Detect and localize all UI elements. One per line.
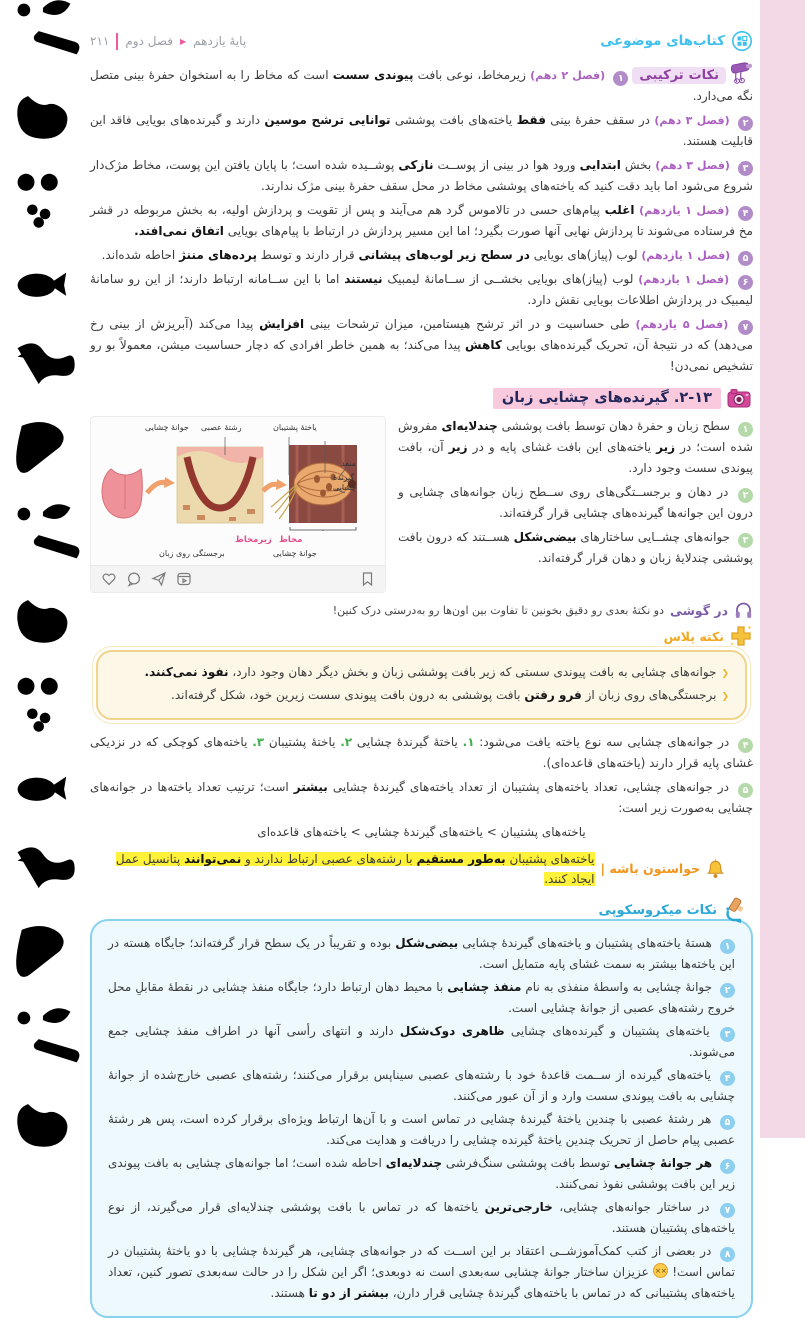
note-item [90,314,753,377]
header [90,30,753,52]
note-bullet: ۳ [720,1027,735,1042]
note-item [108,1197,735,1239]
note-text: جوانهٔ چشایی به واسطهٔ منفذی به نام منفذ چشایی با محیط دهان ارتباط دارد؛ جایگاه منفذ چشایی در نقطهٔ مقابلِ محل خروج رشته‌های عصبی از جوانهٔ چشایی است. [108,980,735,1015]
books-grid-icon [731,30,753,52]
note-bullet: ۲ [720,983,735,998]
plus-note-section [90,624,753,720]
taste-notes-list [398,416,753,572]
figure-icon-bar [91,565,385,592]
note-bullet: ۲ [738,488,753,503]
taste-bud-illustration [97,435,365,531]
doodle-leaf-sun-icon [7,0,81,70]
taste-section [90,387,753,593]
note-bullet: ۱ [720,939,735,954]
note-text: زیرمخاط، نوعی بافت پیوندی سست است که مخاط را به استخوان حفرهٔ بینی متصل نگه می‌دارد. [90,68,753,103]
doodle-fish-icon [7,742,81,826]
note-bullet: ۳ [738,533,753,548]
warning-text: یاخته‌های پشتیبان به‌طور مستقیم با رشته‌های عصبی ارتباط ندارند و نمی‌توانند پتانسیل عمل ایجاد کنند. [115,852,595,886]
note-text: در ساختار جوانه‌های چشایی، خارجی‌ترین یاخته‌ها که در تماس با بافت پوششی چندلایه‌ای قرار می‌گیرند، از نوع یاخته‌های پشتیبان هستند. [108,1200,735,1235]
note-item [108,977,735,1019]
warning-label: حواستون باشه | [600,861,701,876]
note-item [108,1021,735,1063]
doodle-intestine-icon [7,826,81,910]
note-item [108,933,735,975]
taste-section-title [90,387,753,409]
chapter-tag: (فصل ۳ دهم) [654,114,730,127]
figure-label-nerve-fiber: رشتهٔ عصبی [201,423,242,432]
taste-title-text: ۲-۱۳. گیرنده‌های چشایی زبان [493,388,721,409]
figure-caption-bud: جوانهٔ چشایی [273,549,317,558]
comment-icon [126,571,142,587]
whisper-note [90,601,753,620]
note-item [398,416,753,479]
note-text: برجستگی‌های روی زبان از فرو رفتن بافت پوششی به درون بافت پیوندی سست زیرین خود، شکل گرفته‌اند. [171,688,717,702]
figure-label-receptor: چشایی [333,483,357,492]
note-item [398,482,753,524]
plus-note-header [90,624,753,648]
chapter-tag: (فصل ۳ دهم) [655,159,730,172]
chevron-icon: ❮ [721,669,729,679]
note-text: جوانه‌های چشایی به بافت پیوندی سستی که زیر بافت پوششی زبان و بخش دیگر دهان وجود دارد، نفوذ نمی‌کنند. [144,665,717,679]
combo-notes-label: نکات ترکیبی [632,67,726,84]
note-bullet: ۴ [720,1071,735,1086]
grade-label: پایهٔ یازدهم [193,34,247,48]
doodle-glasses-icon [7,154,81,238]
note-item [108,1241,735,1304]
note-item [108,1065,735,1107]
note-text: یاخته‌های پشتیبان و گیرنده‌های چشایی ظاهری دوک‌شکل دارند و انتهای رأسی آنها در اطراف منفذ چشایی جمع می‌شوند. [108,1024,735,1059]
note-text: هر رشتهٔ عصبی با چندین یاختهٔ گیرندهٔ چشایی در تماس است و با آن‌ها ارتباط ویژه‌ای برقرار کرده است، پس هر رشتهٔ عصبی پیام حاصل از تحریک چندین یاختهٔ گیرنده چشایی را دریافت و هدایت می‌کند. [108,1112,735,1147]
doodle-leaf-sun-icon [7,490,81,574]
taste-figure-card [90,416,386,593]
micro-notes-box [90,919,753,1318]
plus-note-item [114,662,729,685]
doodle-glasses-icon [7,658,81,742]
note-text: سطح زبان و حفرهٔ دهان توسط بافت پوششی چندلایه‌ای مفروش شده است؛ در زیر یاخته‌های این بافت غشای پایه و در زیر آن، بافت پیوندی سست وجود دارد. [398,419,753,475]
note-item [90,777,753,819]
note-text: هر جوانهٔ چشایی توسط بافت پوششی سنگ‌فرشی چندلایه‌ای احاطه شده است؛ اما جوانه‌های چشایی به بافت پیوندی زیر این بافت پوششی نفوذ نمی‌کنند. [108,1156,735,1191]
chapter-tag: (فصل ۱ یازدهم) [638,273,730,286]
cell-count-comparison: یاخته‌های پشتیبان > یاخته‌های گیرندهٔ چشایی > یاخته‌های قاعده‌ای [257,825,586,839]
note-bullet: ۷ [720,1203,735,1218]
doodle-fish-icon [7,238,81,322]
separator-bar [116,33,118,50]
note-text: جوانه‌های چشــایی ساختارهای بیضی‌شکل هســتند که درون بافت پوششی چندلایهٔ زبان و دهان قرار گرفته‌اند. [398,530,753,565]
combo-notes-section [90,62,753,377]
doodle-organ-icon [7,406,81,490]
note-bullet: ۵ [738,783,753,798]
triangle-icon: ▶ [179,36,187,46]
taste-bud-figure [97,423,379,561]
note-text: در بعضی از کتب کمک‌آموزشــی اعتقاد بر این اســت که در جوانه‌های چشایی، هر گیرندهٔ چشایی با دو یاختهٔ پشتیبان در تماس است! ×× عزیزان ساختار جوانهٔ چشایی سه‌بعدی است نه دوبعدی؛ اگر این شکل را در حالت سه‌بعدی تصور کنین، تعداد یاخته‌های پشتیبانی که در تماس با یاخته‌های گیرندهٔ چشایی قرار دارن، بیشتر از دو تا هستند. [108,1244,735,1300]
note-text: لوب (پیاز)های بویایی در سطح زیر لوب‌های پیشانی قرار دارند و توسط پرده‌های مننژ احاطه شده‌اند. [101,248,638,262]
combo-notes-list [90,110,753,377]
note-bullet: ۳ [738,161,753,176]
figure-caption-papilla: برجستگی روی زبان [159,549,225,558]
note-text: یاخته‌های گیرنده از ســمت قاعدهٔ خود با رشته‌های عصبی سیناپس برقرار می‌کنند؛ رشته‌های عصبی خارج‌شده از جوانهٔ چشایی به بافت پیوندی سست وارد و از آن عبور می‌کنند. [108,1068,735,1103]
plus-note-item [114,685,729,708]
note-bullet: ۴ [738,738,753,753]
note-text: لوب (پیاز)های بویایی بخشــی از ســامانهٔ لیمبیک نیستند اما با این ســامانه ارتباط دارند؛ از این رو سامانهٔ لیمبیک در پردازش اطلاعات بویایی نقش دارد. [90,272,753,307]
headphones-icon [734,601,753,620]
micro-notes-label: نکات میکروسکوپی [598,902,717,918]
brand-label: کتاب‌های موضوعی [600,33,725,49]
figure-label-taste-bud-top: جوانهٔ چشایی [145,423,189,432]
chapter-label: فصل دوم [125,34,173,48]
micro-notes-section [90,897,753,1318]
note-bullet: ۶ [738,275,753,290]
note-bullet: ۱ [613,71,628,86]
figure-label-mucosa: مخاط [279,535,303,545]
chapter-tag: (فصل ۲ دهم) [530,69,606,82]
note-bullet: ۴ [738,206,753,221]
note-bullet: ۵ [738,251,753,266]
note-item [108,1109,735,1151]
note-text: اغلب پیام‌های حسی در تالاموس گرد هم می‌آیند و پس از تقویت و پردازش اولیه، به بخش مربوطه در قشر مخ فرستاده می‌شوند تا پردازش نهایی آنها صورت بگیرد؛ اما این مسیر پردازش در ارتباط با پیام‌های بویایی اتفاق نمی‌افتد. [90,203,753,238]
page-edge-band [760,0,805,1138]
doodle-organ-icon [7,910,81,994]
heart-icon [101,571,117,587]
chapter-tag: (فصل ۵ یازدهم) [635,318,729,331]
doodle-leaf-sun-icon [7,994,81,1078]
note-item [90,155,753,197]
note-text: در جوانه‌های چشایی، تعداد یاخته‌های پشتیبان از تعداد یاخته‌های گیرندهٔ چشایی بیشتر است؛ ترتیب تعداد یاخته‌ها در جوانه‌های چشایی به‌صورت زیر است: [90,780,753,815]
doodle-intestine-icon [7,322,81,406]
note-item [90,245,753,266]
whisper-label: در گوشی [669,603,728,618]
doodle-stomach-icon [7,70,81,154]
note-item [90,110,753,152]
plus-note-label: نکته پلاس [663,628,724,644]
warning-note [90,849,725,889]
share-icon [151,571,167,587]
plus-icon [729,624,753,648]
doodle-stomach-icon [7,1078,81,1162]
decorative-doodle-strip [0,0,88,1162]
figure-label-pore: منفذ [341,459,356,468]
note-item [90,269,753,311]
mixer-icon [729,62,753,84]
note-item [90,62,753,107]
bookmark-icon [360,571,375,587]
note-text: در سقف حفرهٔ بینی فقط یاخته‌های بافت پوششی توانایی ترشح موسین دارند و گیرنده‌های بویایی فاقد این قابلیت هستند. [90,113,753,148]
page-number: ۲۱۱ [90,34,110,48]
chapter-tag: (فصل ۱ یازدهم) [641,249,731,262]
reels-icon [176,571,192,587]
note-bullet: ۶ [720,1159,735,1174]
chapter-tag: (فصل ۱ یازدهم) [639,204,730,217]
note-bullet: ۱ [738,422,753,437]
note-text: طی حساسیت و در اثر ترشح هیستامین، میزان ترشحات بینی افزایش پیدا می‌کند (آبریزش از بینی رخ می‌دهد) که در نتیجهٔ آن، تحریک گیرنده‌های بویایی کاهش پیدا می‌کند؛ به همین خاطر افرادی که دچار حساسیت میشن، معمولاً بو رو تشخیص نمی‌دن! [90,317,753,373]
chevron-icon: ❮ [721,692,729,702]
bell-icon [706,859,725,880]
micro-notes-header [90,897,747,923]
figure-label-support-cell: یاختهٔ پشتیبان [273,423,317,432]
whisper-text: دو نکتهٔ بعدی رو دقیق بخونین تا تفاوت بین اون‌ها رو به‌درستی درک کنین! [332,604,664,617]
note-bullet: ۲ [738,116,753,131]
camera-icon [727,387,753,409]
note-text: در دهان و برجســتگی‌های روی ســطح زبان جوانه‌های چشایی و درون این جوانه‌ها گیرنده‌های چشایی قرار گرفته‌اند. [398,485,753,520]
note-item [398,527,753,569]
note-item [108,1153,735,1195]
plus-note-box [96,650,747,720]
note-text: هستهٔ یاخته‌های پشتیبان و یاخته‌های گیرندهٔ چشایی بیضی‌شکل بوده و تقریباً در یک سطح قرار گرفته‌اند؛ جایگاه هسته در این یاخته‌ها بیشتر به سمت غشای پایه متمایل است. [108,936,735,971]
doodle-stomach-icon [7,574,81,658]
figure-label-submucosa: زیرمخاط [235,535,272,545]
note-bullet: ۷ [738,320,753,335]
note-text: بخش ابتدایی ورود هوا در بینی از پوســت نازکی پوشــیده شده است؛ با پایان یافتن این پوست، مخاط مژک‌دار شروع می‌شود اما باید دقت کنید که یاخته‌های پوششی مخاط در محل سقف حفرهٔ بینی مژک ندارند. [90,158,753,193]
note-text: در جوانه‌های چشایی سه نوع یاخته یافت می‌شود: ۱. یاختهٔ گیرندهٔ چشایی ۲. یاختهٔ پشتیبان ۳. یاخته‌های کوچکی که در نزدیکی غشای پایه قرار دارند (یاخته‌های قاعده‌ای). [90,735,753,770]
breadcrumb [90,33,246,50]
figure-label-receptor: گیرندهٔ [333,473,355,482]
microscope-icon [722,897,747,923]
note-item [90,732,753,774]
note-bullet: ۵ [720,1115,735,1130]
brand [600,30,753,52]
note-item [90,200,753,242]
taste-notes-list-2 [90,732,753,819]
note-bullet: ۸ [720,1247,735,1262]
